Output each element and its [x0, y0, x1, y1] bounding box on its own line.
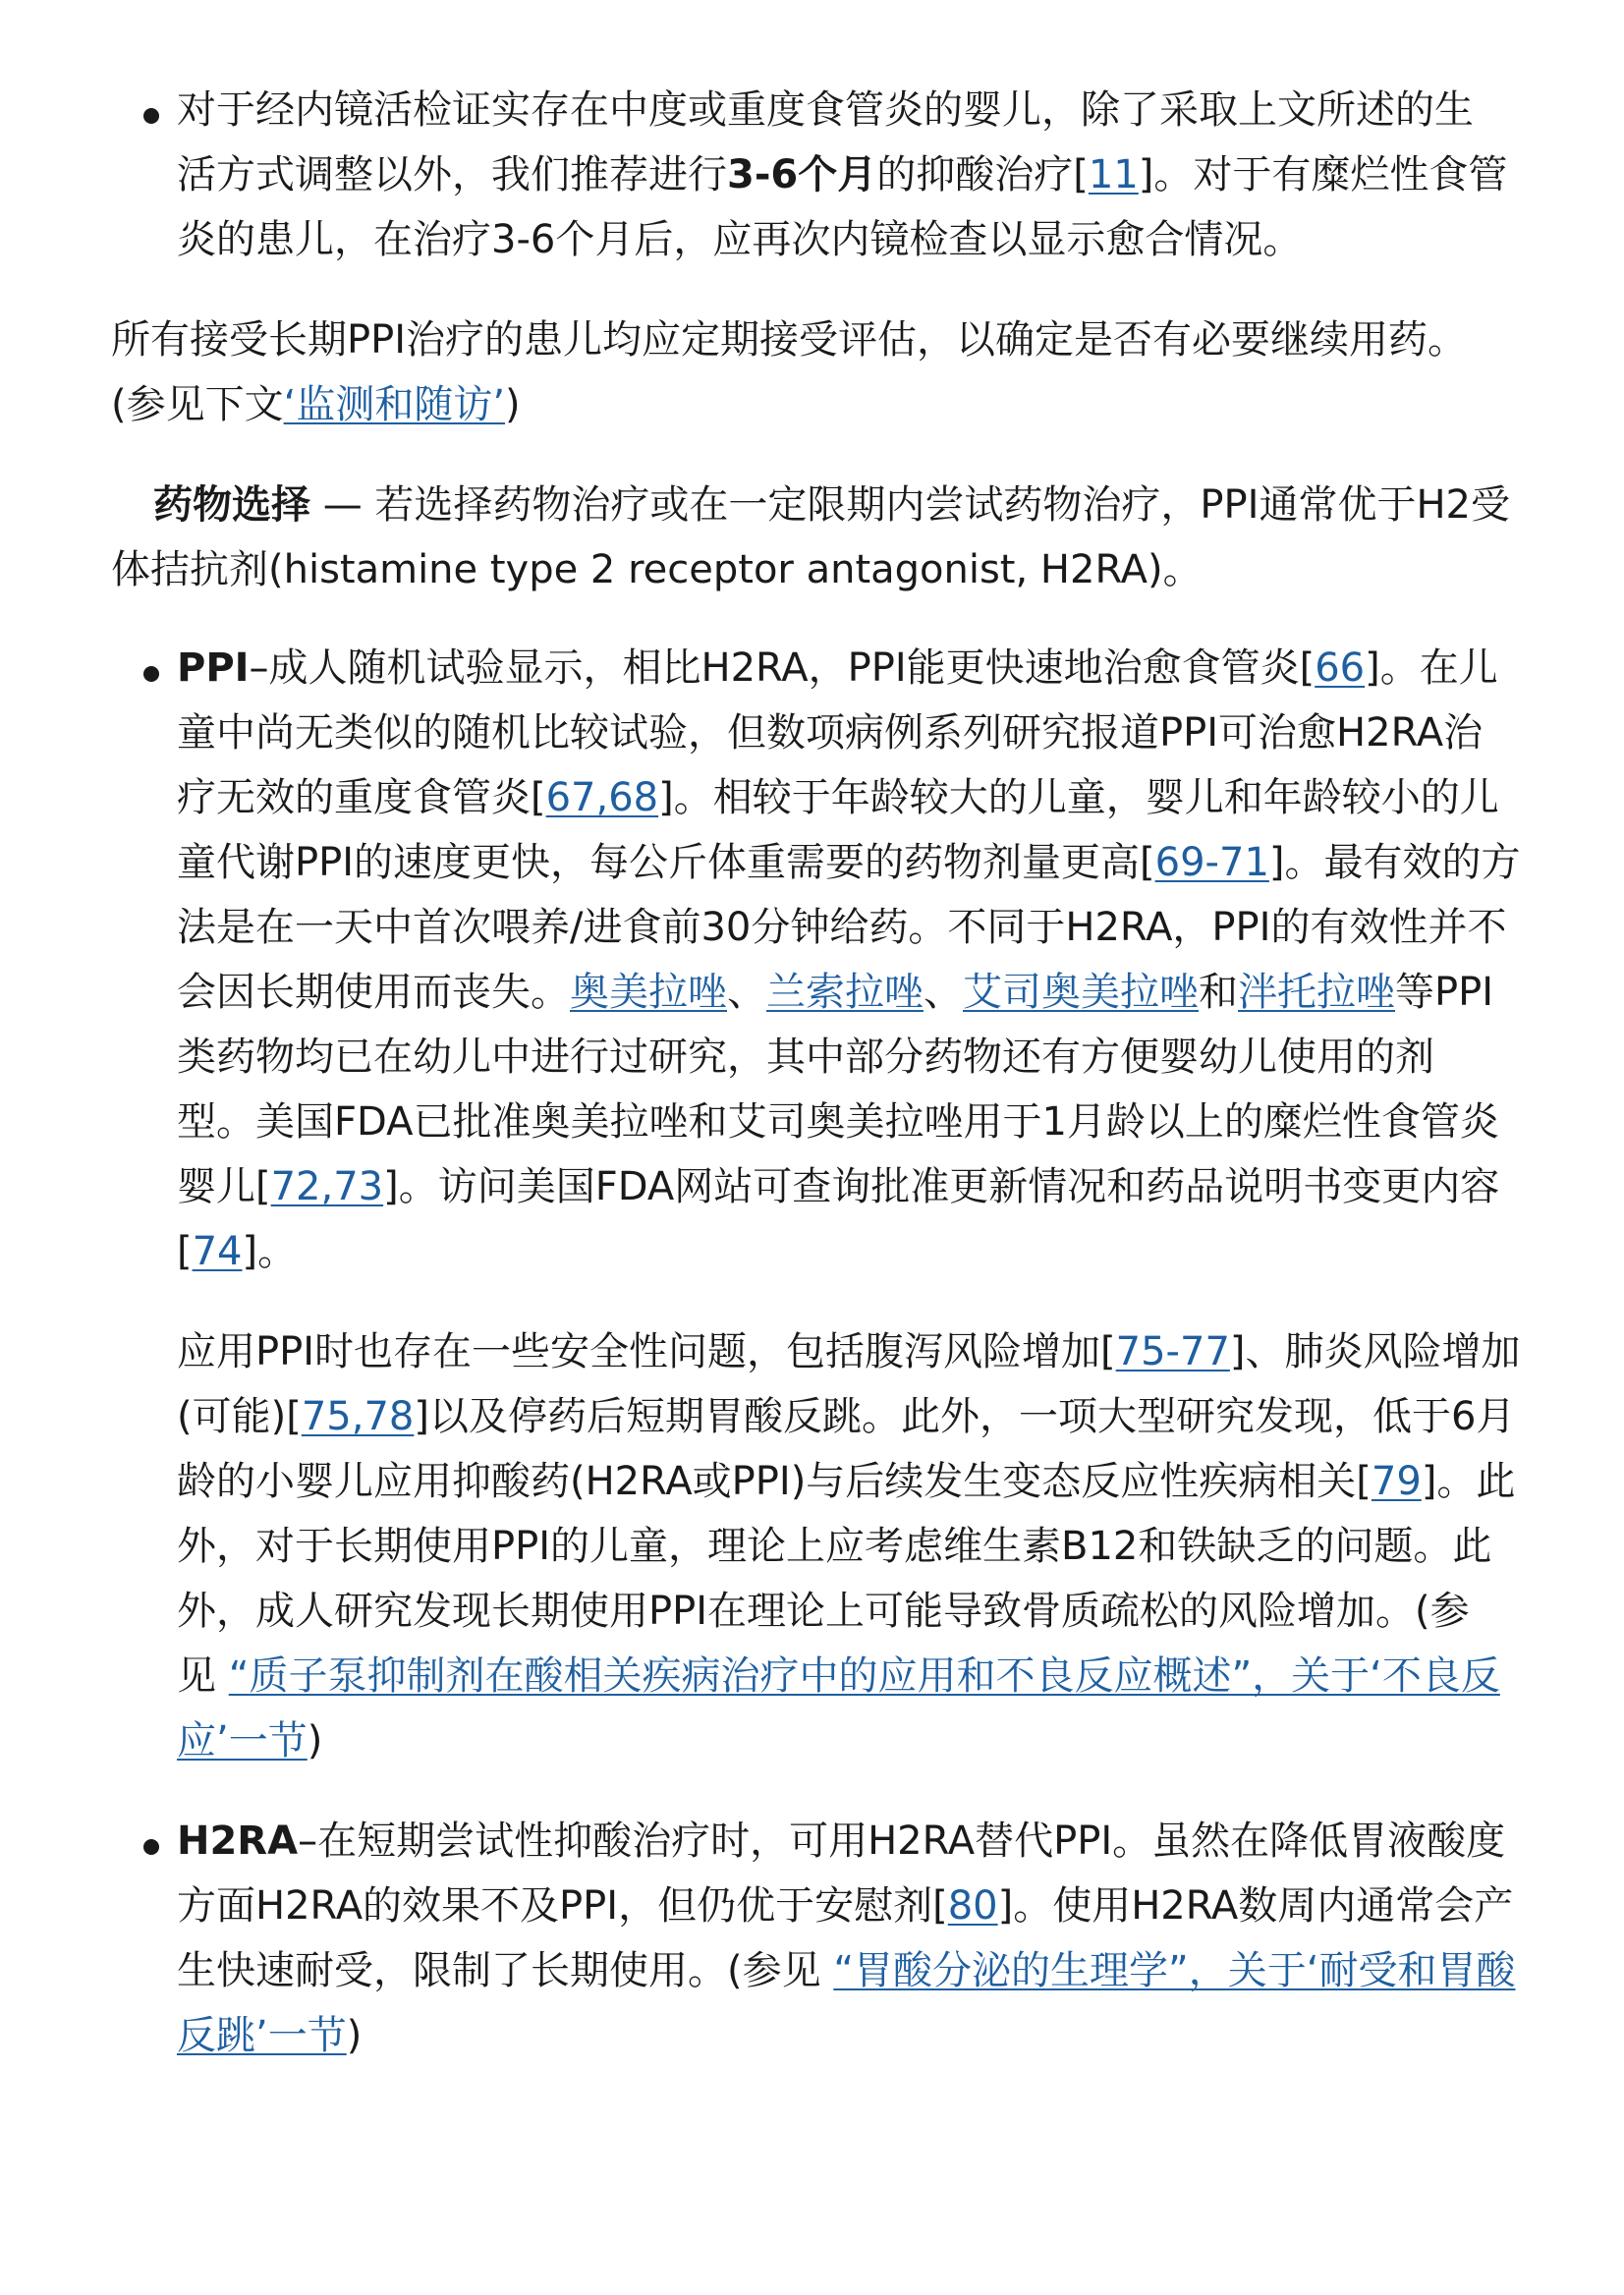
link-monitoring-followup[interactable]: ‘监测和随访’ — [283, 382, 506, 427]
text-span: –在短期尝试性抑酸治疗时，可用H2RA替代PPI。虽然在降低胃液酸度 — [298, 1819, 1506, 1864]
text-span: 应用PPI时也存在一些安全性问题，包括腹泻风险增加[ — [177, 1329, 1116, 1374]
reference-link[interactable]: 67,68 — [545, 775, 659, 820]
text-line: 法是在一天中首次喂养/进食前30分钟给药。不同于H2RA，PPI的有效性并不 — [177, 905, 1507, 950]
text-line: 类药物均已在幼儿中进行过研究，其中部分药物还有方便婴幼儿使用的剂 — [177, 1035, 1434, 1080]
text-line — [177, 1328, 1521, 1375]
text-line — [177, 1947, 1516, 1994]
reference-link[interactable]: 80 — [947, 1883, 998, 1929]
text-line — [153, 481, 1510, 529]
text-line — [177, 2012, 362, 2059]
text-line: 型。美国FDA已批准奥美拉唑和艾司奥美拉唑用于1月龄以上的糜烂性食管炎 — [177, 1099, 1499, 1145]
reference-link[interactable]: 74 — [192, 1229, 243, 1274]
text-span: ]以及停药后短期胃酸反跳。此外，一项大型研究发现，低于6月 — [414, 1394, 1516, 1439]
reference-link[interactable]: 66 — [1315, 645, 1366, 691]
text-span: 龄的小婴儿应用抑酸药(H2RA或PPI)与后续发生变态反应性疾病相关[ — [177, 1459, 1372, 1504]
text-line — [177, 1652, 1500, 1700]
text-span: 疗无效的重度食管炎[ — [177, 775, 546, 820]
text-line — [177, 151, 1507, 198]
reference-link[interactable]: 69-71 — [1154, 840, 1269, 885]
term-ppi: PPI — [177, 645, 250, 691]
text-span: 等PPI — [1395, 970, 1494, 1015]
link-gastric-acid-physiology[interactable]: “胃酸分泌的生理学”，关于‘耐受和胃酸 — [833, 1948, 1516, 1993]
text-line — [177, 644, 1498, 692]
text-line: 童中尚无类似的随机比较试验，但数项病例系列研究报道PPI可治愈H2RA治 — [177, 710, 1484, 756]
reference-link[interactable]: 75-77 — [1115, 1329, 1230, 1374]
text-line — [111, 381, 521, 428]
text-span: (参见下文 — [111, 382, 284, 427]
text-line — [177, 969, 1493, 1016]
text-span: 方面H2RA的效果不及PPI，但仍优于安慰剂[ — [177, 1883, 948, 1929]
section-heading: 药物选择 — [153, 482, 310, 528]
link-ppi-adverse-effects-cont[interactable]: 应’一节 — [177, 1718, 308, 1763]
text-span: ]。最有效的方 — [1268, 840, 1521, 885]
text-span: ]。在儿 — [1365, 645, 1498, 691]
text-span: 会因长期使用而丧失。 — [177, 970, 570, 1015]
text-line: 所有接受长期PPI治疗的患儿均应定期接受评估，以确定是否有必要继续用药。 — [111, 317, 1468, 363]
text-span: 婴儿[ — [177, 1164, 271, 1209]
text-line: 外，成人研究发现长期使用PPI在理论上可能导致骨质疏松的风险增加。(参 — [177, 1589, 1470, 1634]
text-line — [177, 1393, 1515, 1440]
text-line — [177, 839, 1521, 886]
text-span: ]。此 — [1421, 1459, 1516, 1504]
text-line — [177, 1458, 1515, 1505]
reference-link[interactable]: 72,73 — [270, 1164, 384, 1209]
text-span: ]。 — [242, 1229, 298, 1274]
text-span: ]。访问美国FDA网站可查询批准更新情况和药品说明书变更内容 — [383, 1164, 1500, 1209]
text-span: 、 — [924, 970, 963, 1015]
text-line — [177, 774, 1499, 821]
text-line — [177, 1228, 297, 1275]
term-h2ra: H2RA — [177, 1819, 299, 1864]
text-span: 见 — [177, 1653, 229, 1699]
text-span: ]。相较于年龄较大的儿童，婴儿和年龄较小的儿 — [658, 775, 1499, 820]
text-span: 童代谢PPI的速度更快，每公斤体重需要的药物剂量更高[ — [177, 840, 1155, 885]
link-pantoprazole[interactable]: 泮托拉唑 — [1238, 970, 1395, 1015]
link-esomeprazole[interactable]: 艾司奥美拉唑 — [963, 970, 1199, 1015]
text-line — [177, 1717, 322, 1764]
text-span: –成人随机试验显示，相比H2RA，PPI能更快速地治愈食管炎[ — [249, 645, 1316, 691]
bullet-dot — [143, 1839, 159, 1855]
text-span: ]、肺炎风险增加 — [1229, 1329, 1521, 1374]
bold-text: 3-6个月 — [727, 152, 877, 197]
text-span: 和 — [1199, 970, 1238, 1015]
text-span: ) — [307, 1718, 323, 1763]
text-line: 炎的患儿，在治疗3-6个月后，应再次内镜检查以显示愈合情况。 — [177, 217, 1303, 262]
link-gastric-acid-physiology-cont[interactable]: 反跳’一节 — [177, 2013, 347, 2058]
text-line — [177, 1818, 1505, 1865]
text-line: 对于经内镜活检证实存在中度或重度食管炎的婴儿，除了采取上文所述的生 — [177, 87, 1474, 133]
link-lansoprazole[interactable]: 兰索拉唑 — [766, 970, 924, 1015]
text-span: 活方式调整以外，我们推荐进行 — [177, 152, 727, 197]
bullet-dot — [143, 666, 159, 682]
text-line: 体拮抗剂(histamine type 2 receptor antagonist, H2RA)。 — [111, 547, 1203, 592]
reference-link[interactable]: 75,78 — [301, 1394, 415, 1439]
text-span: ) — [346, 2013, 363, 2058]
text-line: 外，对于长期使用PPI的儿童，理论上应考虑维生素B12和铁缺乏的问题。此 — [177, 1524, 1492, 1569]
reference-link[interactable]: 79 — [1371, 1459, 1422, 1504]
text-span: [ — [177, 1229, 193, 1274]
text-span: 生快速耐受，限制了长期使用。(参见 — [177, 1948, 834, 1993]
link-omeprazole[interactable]: 奥美拉唑 — [570, 970, 727, 1015]
text-span: ]。对于有糜烂性食管 — [1138, 152, 1508, 197]
text-span: ) — [505, 382, 521, 427]
text-span: ]。使用H2RA数周内通常会产 — [997, 1883, 1514, 1929]
text-line — [177, 1882, 1513, 1930]
bullet-dot — [143, 108, 159, 124]
text-span: 的抑酸治疗[ — [876, 152, 1089, 197]
reference-link[interactable]: 11 — [1088, 152, 1139, 197]
text-line — [177, 1163, 1499, 1210]
text-span: (可能)[ — [177, 1394, 302, 1439]
text-span: 、 — [727, 970, 766, 1015]
link-ppi-adverse-effects[interactable]: “质子泵抑制剂在酸相关疾病治疗中的应用和不良反应概述”，关于‘不良反 — [228, 1653, 1500, 1699]
text-span: — 若选择药物治疗或在一定限期内尝试药物治疗，PPI通常优于H2受 — [310, 482, 1510, 528]
